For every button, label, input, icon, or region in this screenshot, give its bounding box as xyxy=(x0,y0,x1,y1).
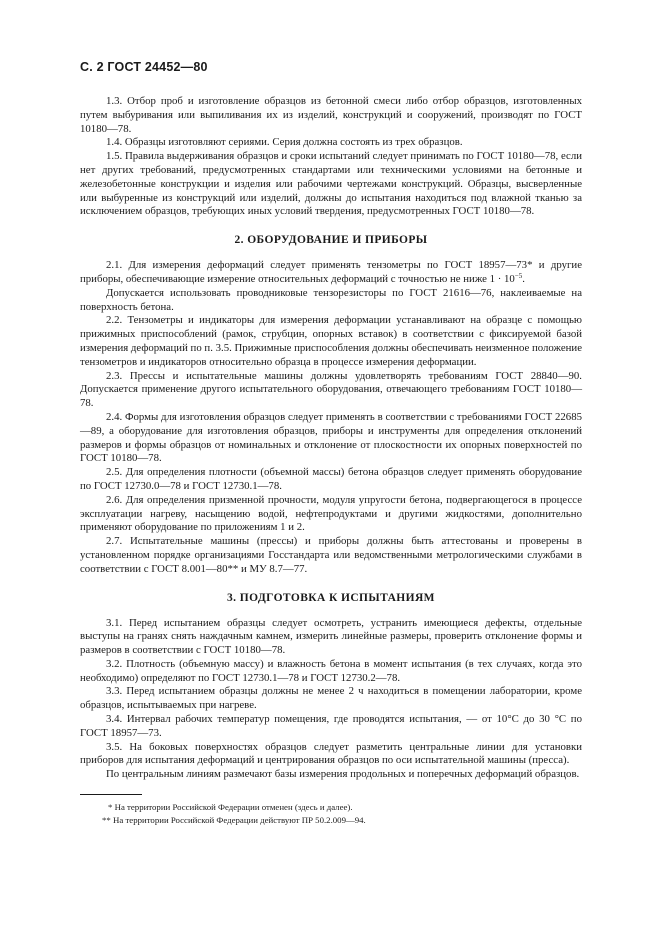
paragraph-2-6: 2.6. Для определения призменной прочности, модуля упругости бетона, подвергающегося в процессе эксплуатации нагреву, насыщению водой, нефтепродуктами и другими жидкостями, дополнительно применяют оборудование по приложениям 1 и 2. xyxy=(80,493,582,534)
footnote-2: ** На территории Российской Федерации действуют ПР 50.2.009—94. xyxy=(102,814,366,825)
section-2-heading: 2. ОБОРУДОВАНИЕ И ПРИБОРЫ xyxy=(234,234,428,247)
paragraph-2-1-continued: Допускается использовать проводниковые тензорезисторы по ГОСТ 21616—76, наклеиваемые на поверхность бетона. xyxy=(80,286,582,313)
paragraph-3-5-continued: По центральным линиям размечают базы измерения продольных и поперечных деформаций образцов. xyxy=(106,768,580,781)
paragraph-2-4: 2.4. Формы для изготовления образцов следует применять в соответствии с требованиями ГОСТ 22685—89, а оборудование для изготовления образцов, приборы и инструменты для определения отклонений размеров и формы образцов от номинальных и отклонение от плоскостности их опорных поверхностей по ГОСТ 10180—78. xyxy=(80,410,582,465)
paragraph-1-4: 1.4. Образцы изготовляют сериями. Серия должна состоять из трех образцов. xyxy=(106,136,463,149)
paragraph-3-4: 3.4. Интервал рабочих температур помещения, где проводятся испытания, — от 10°С до 30 °С по ГОСТ 18957—73. xyxy=(80,713,582,739)
footnote-divider xyxy=(80,794,142,795)
section-3-heading: 3. ПОДГОТОВКА К ИСПЫТАНИЯМ xyxy=(227,591,435,604)
page-content xyxy=(80,95,582,826)
paragraph-3-5: 3.5. На боковых поверхностях образцов следует разметить центральные линии для установки приборов для испытания деформаций и центрирования образцов по оси испытательной машины (пресса). xyxy=(80,740,582,767)
paragraph-2-5: 2.5. Для определения плотности (объемной массы) бетона образцов следует применять оборудование по ГОСТ 12730.0—78 и ГОСТ 12730.1—78. xyxy=(80,466,582,492)
paragraph-2-3: 2.3. Прессы и испытательные машины должны удовлетворять требованиям ГОСТ 28840—90. Допускается применение другого испытательного оборудования, отвечающего требованиям ГОСТ 10180—78. xyxy=(80,369,582,410)
paragraph-2-1-text: 2.1. Для измерения деформаций следует применять тензометры по ГОСТ 18957—73* и другие приборы, обеспечивающие измерение относительных деформаций с точностью не ниже 1 · 10 xyxy=(80,259,582,285)
paragraph-2-1-end: . xyxy=(522,272,525,285)
paragraph-3-1: 3.1. Перед испытанием образцы следует осмотреть, устранить имеющиеся дефекты, отдельные выступы на гранях снять наждачным камнем, измерить линейные размеры, проверить отклонение формы и размеров в соответствии с ГОСТ 10180—78. xyxy=(80,616,582,657)
paragraph-3-3: 3.3. Перед испытанием образцы должны не менее 2 ч находиться в помещении лаборатории, кроме образцов, испытываемых при нагреве. xyxy=(80,685,582,712)
exponent: −5 xyxy=(514,271,523,280)
footnote-1: * На территории Российской Федерации отменен (здесь и далее). xyxy=(108,802,353,813)
running-head: С. 2 ГОСТ 24452—80 xyxy=(80,60,208,74)
paragraph-2-7: 2.7. Испытательные машины (прессы) и приборы должны быть аттестованы и проверены в установленном порядке организациями Госстандарта или ведомственными метрологическими службами в соответствии с ГОСТ 8.001—80** и МУ 8.7—77. xyxy=(80,535,582,575)
paragraph-1-3: 1.3. Отбор проб и изготовление образцов из бетонной смеси либо отбор образцов, изготовленных путем выбуривания или выпиливания их из изделий, конструкций и сооружений, производят по ГОСТ 10180—78. xyxy=(80,95,582,135)
paragraph-3-2: 3.2. Плотность (объемную массу) и влажность бетона в момент испытания (в тех случаях, когда это необходимо) определяют по ГОСТ 12730.1—78 и ГОСТ 12730.2—78. xyxy=(80,657,582,684)
paragraph-2-2: 2.2. Тензометры и индикаторы для измерения деформации устанавливают на образце с помощью прижимных приспособлений (рамок, струбцин, опорных вставок) в соответствии с фиксируемой базой измерения деформаций по п. 3.5. Прижимные приспособления должны обеспечивать неизменное положение тензометров и индикаторов относительно образца в процессе измерения деформации. xyxy=(80,314,583,368)
paragraph-1-5: 1.5. Правила выдерживания образцов и сроки испытаний следует принимать по ГОСТ 10180—78, если нет других требований, предусмотренных стандартами или техническими условиями на бетонные и железобетонные конструкции и изделия или рабочими чертежами конструкций. Образцы, высверленные или выбуренные из конструкций или изделий, должны до испытания находиться под влажной тканью за исключением образцов, требующих иных условий твердения, предусмотренных ГОСТ 10180—78. xyxy=(80,150,582,218)
paragraph-2-1 xyxy=(80,259,582,287)
